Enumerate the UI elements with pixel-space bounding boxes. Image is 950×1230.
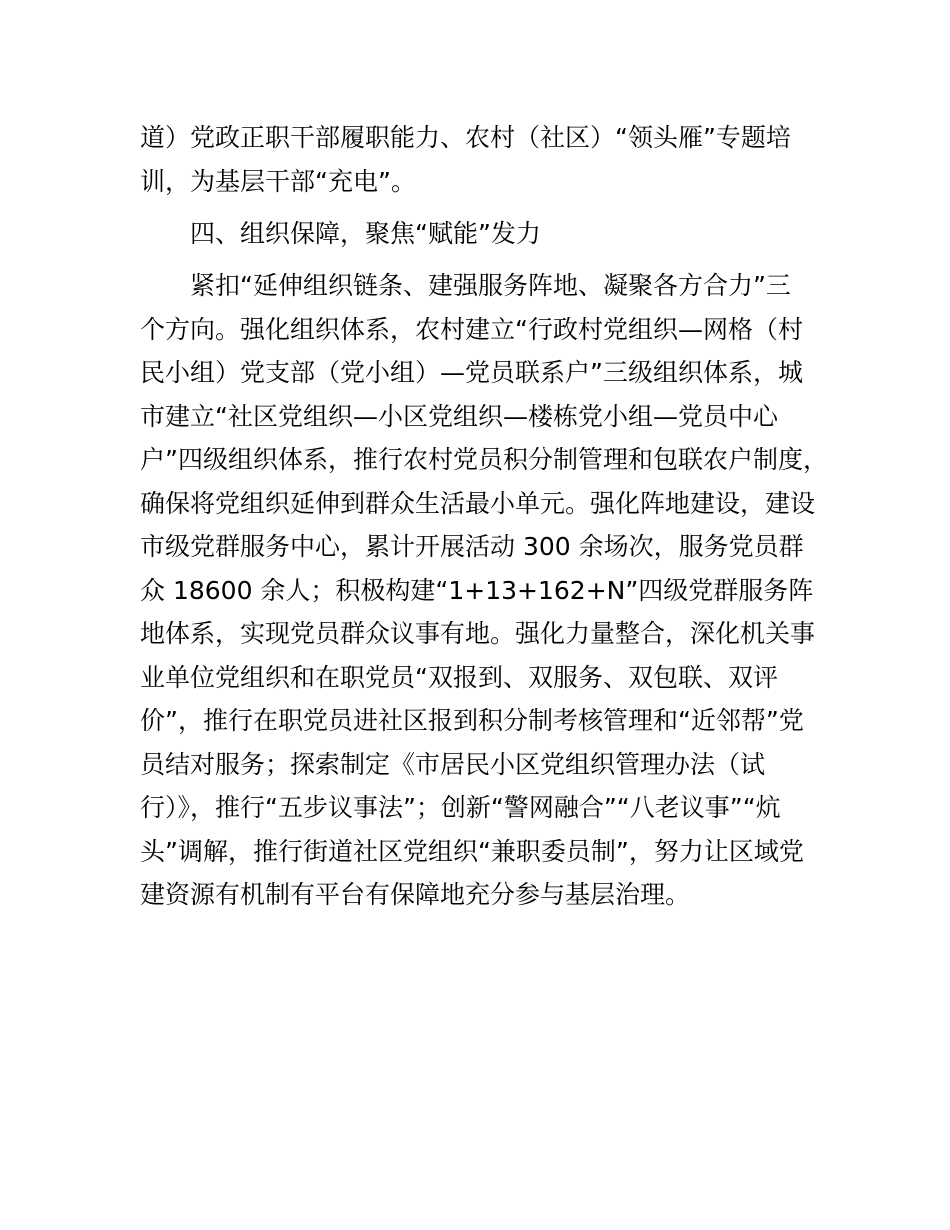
paragraph-2-line-15: 建资源有机制有平台有保障地充分参与基层治理。 xyxy=(140,880,691,909)
paragraph-2-line-7: 市级党群服务中心，累计开展活动 300 余场次，服务党员群 xyxy=(140,532,804,561)
paragraph-1-line-2: 训，为基层干部“充电”。 xyxy=(140,167,416,196)
paragraph-2-line-2: 个方向。强化组织体系，农村建立“行政村党组织—网格（村 xyxy=(140,315,803,344)
paragraph-1-line-1: 道）党政正职干部履职能力、农村（社区）“领头雁”专题培 xyxy=(140,123,791,152)
paragraph-2-line-8: 众 18600 余人；积极构建“1+13+162+N”四级党群服务阵 xyxy=(140,576,814,605)
paragraph-2-line-9: 地体系，实现党员群众议事有地。强化力量整合，深化机关事 xyxy=(140,619,816,648)
paragraph-2-line-4: 市建立“社区党组织—小区党组织—楼栋党小组—党员中心 xyxy=(140,402,778,431)
paragraph-2-line-3: 民小组）党支部（党小组）—党员联系户”三级组织体系，城 xyxy=(140,358,803,387)
section-heading: 四、组织保障，聚焦“赋能”发力 xyxy=(190,219,541,248)
paragraph-2-line-5: 户”四级组织体系，推行农村党员积分制管理和包联农户制度， xyxy=(140,445,828,474)
paragraph-2-line-10: 业单位党组织和在职党员“双报到、双服务、双包联、双评 xyxy=(140,663,778,692)
paragraph-2-line-6: 确保将党组织延伸到群众生活最小单元。强化阵地建设，建设 xyxy=(140,489,816,518)
paragraph-2-line-1: 紧扣“延伸组织链条、建强服务阵地、凝聚各方合力”三 xyxy=(190,271,791,300)
paragraph-2-line-14: 头”调解，推行街道社区党组织“兼职委员制”，努力让区域党 xyxy=(140,837,804,866)
paragraph-2-line-13: 行）》，推行“五步议事法”；创新“警网融合”“八老议事”“炕 xyxy=(140,793,781,822)
paragraph-2-line-12: 员结对服务；探索制定《市居民小区党组织管理办法（试 xyxy=(140,750,766,779)
paragraph-2-line-11: 价”，推行在职党员进社区报到积分制考核管理和“近邻帮”党 xyxy=(140,706,804,735)
